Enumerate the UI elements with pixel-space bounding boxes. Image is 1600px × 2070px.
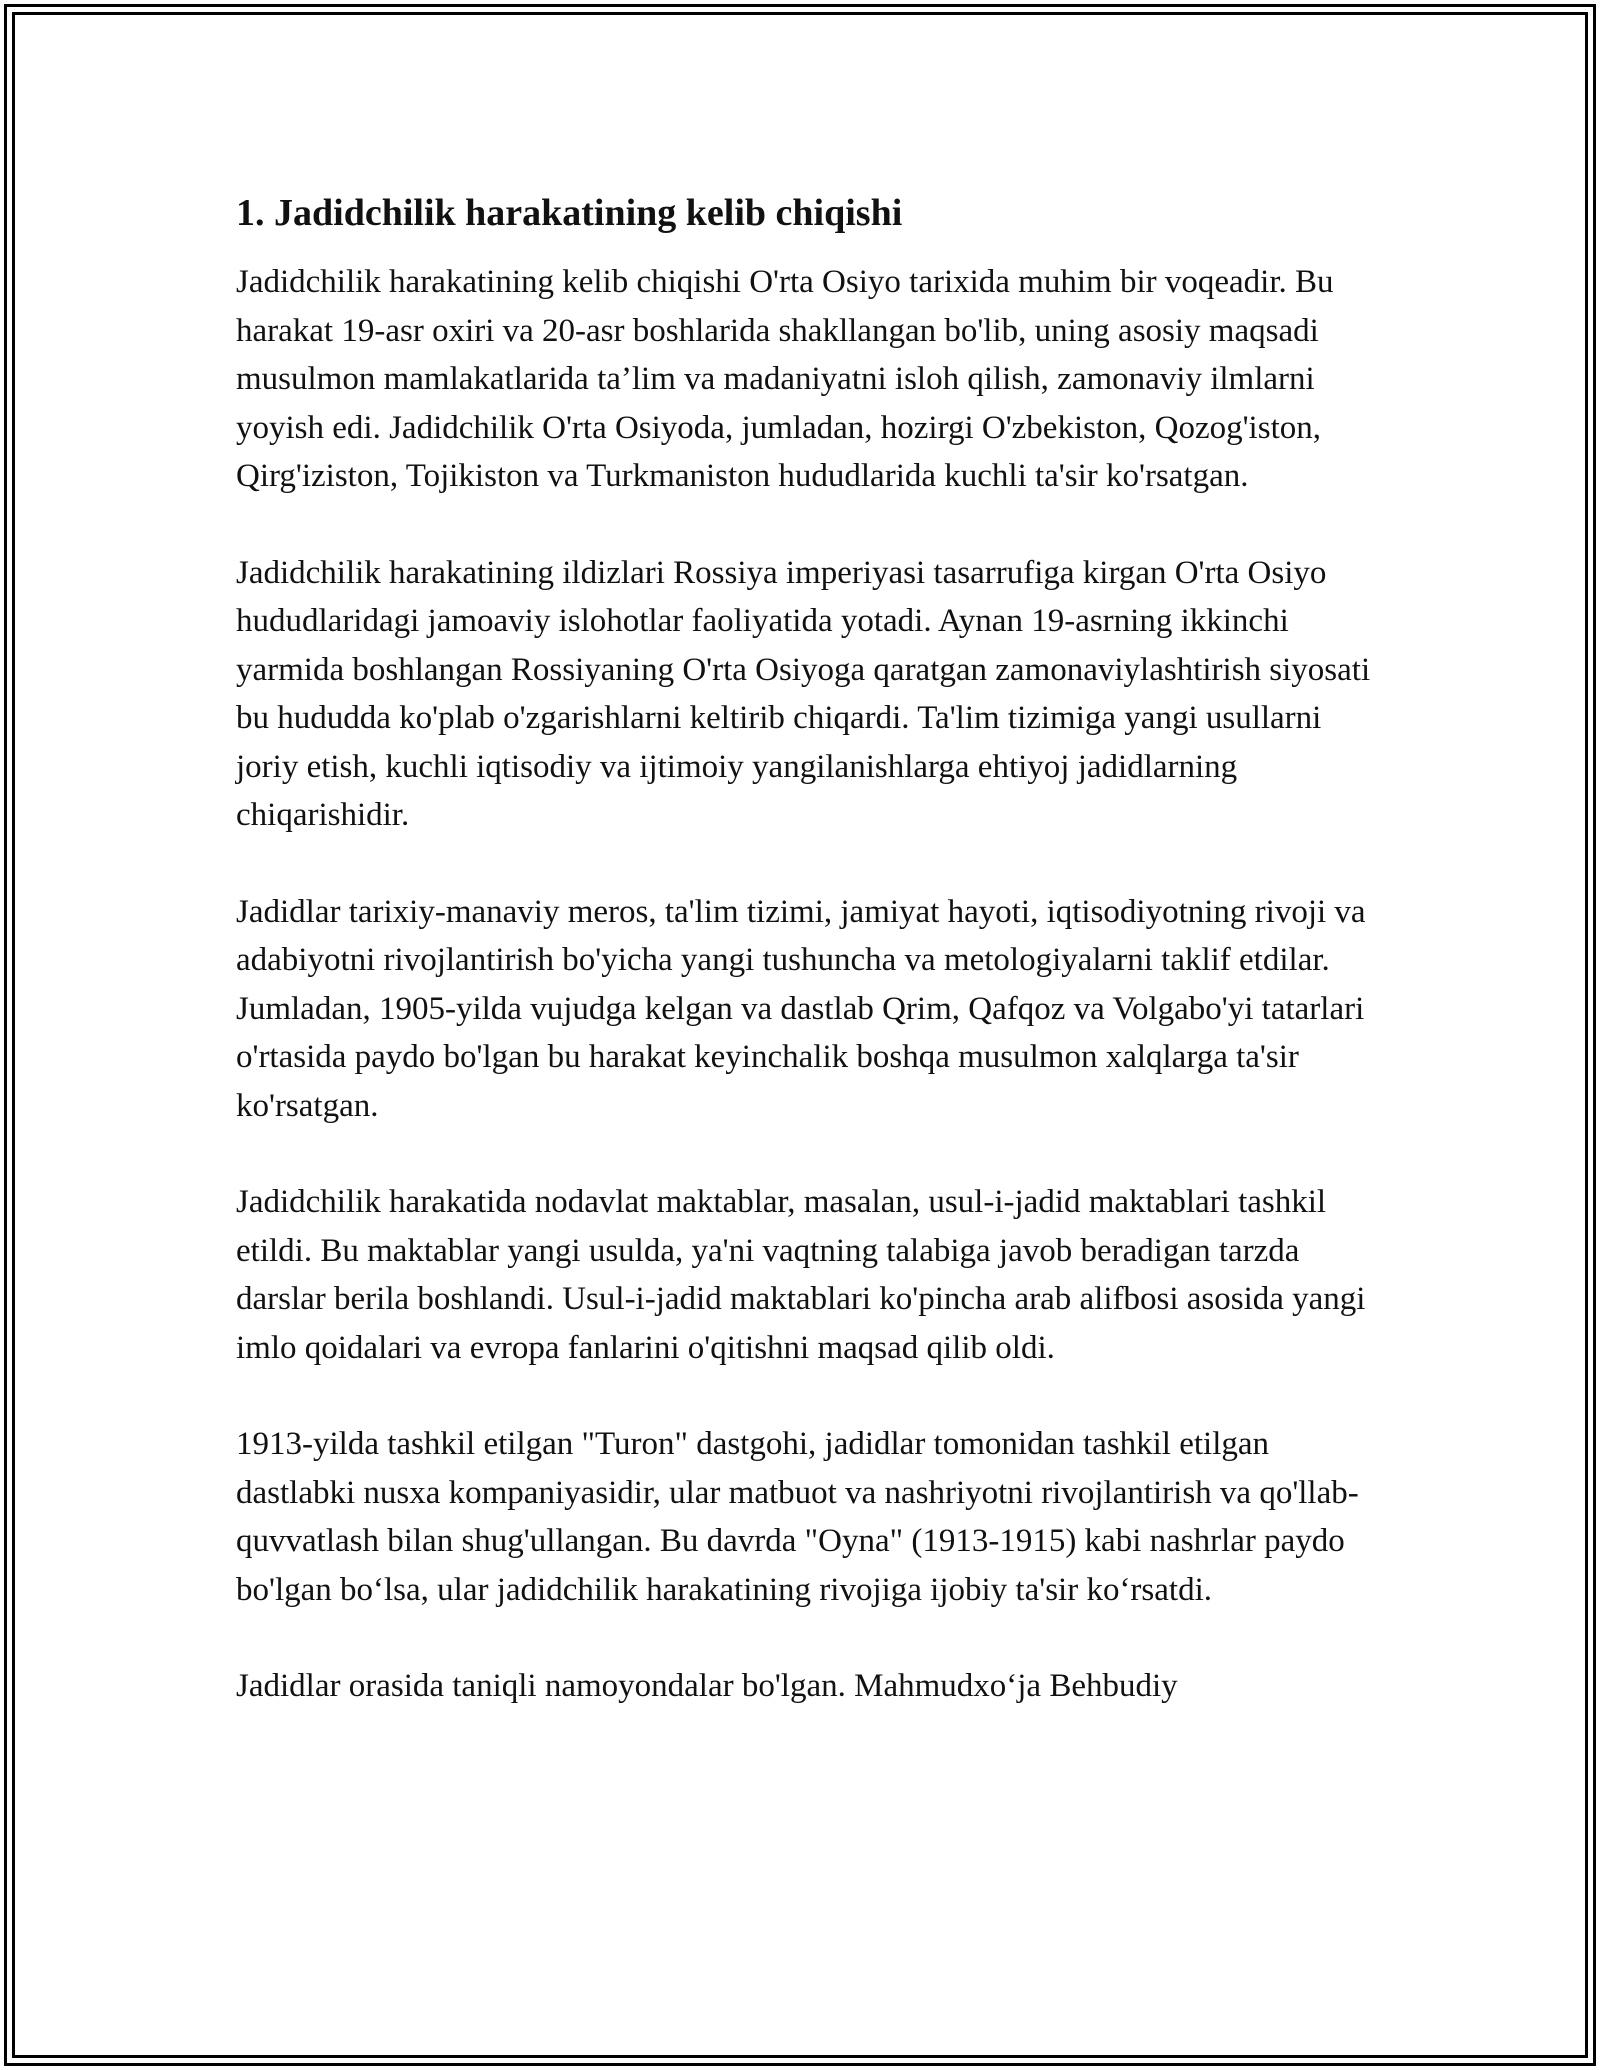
paragraph-roots: Jadidchilik harakatining ildizlari Rossiya imperiyasi tasarrufiga kirgan O'rta Osiyo hududlaridagi jamoaviy islohotlar faoliyatida yotadi. Aynan 19-asrning ikkinchi yarmida boshlangan Rossiyaning O'rta Osiyoga qaratgan zamonaviylashtirish siyosati bu hududda ko'plab o'zgarishlarni keltirib chiqardi. Ta'lim tizimiga yangi usullarni joriy etish, kuchli iqtisodiy va ijtimoiy yangilanishlarga ehtiyoj jadidlarning chiqarishidir.: [236, 554, 1371, 833]
paragraph-schools: Jadidchilik harakatida nodavlat maktablar, masalan, usul-i-jadid maktablari tashkil etildi. Bu maktablar yangi usulda, ya'ni vaqtning talabiga javob beradigan tarzda darslar berila boshlandi. Usul-i-jadid maktablari ko'pincha arab alifbosi asosida yangi imlo qoidalari va evropa fanlarini o'qitishni maqsad qilib oldi.: [236, 1184, 1366, 1366]
paragraph-figures: Jadidlar orasida taniqli namoyondalar bo'lgan. Mahmudxo‘ja Behbudiy: [236, 1668, 1178, 1704]
section-heading: 1. Jadidchilik harakatining kelib chiqishi: [236, 192, 903, 234]
paragraph-concepts: Jadidlar tarixiy-manaviy meros, ta'lim tizimi, jamiyat hayoti, iqtisodiyotning rivoji va adabiyotni rivojlantirish bo'yicha yangi tushuncha va metologiyalarni taklif etdilar. Jumladan, 1905-yilda vujudga kelgan va dastlab Qrim, Qafqoz va Volgabo'yi tatarlari o'rtasida paydo bo'lgan bu harakat keyinchalik boshqa musulmon xalqlarga ta'sir ko'rsatgan.: [236, 893, 1366, 1124]
paragraph-origin: Jadidchilik harakatining kelib chiqishi O'rta Osiyo tarixida muhim bir voqeadir. Bu harakat 19-asr oxiri va 20-asr boshlarida shakllangan bo'lib, uning asosiy maqsadi musulmon mamlakatlarida ta’lim va madaniyatni isloh qilish, zamonaviy ilmlarni yoyish edi. Jadidchilik O'rta Osiyoda, jumladan, hozirgi O'zbekiston, Qozog'iston, Qirg'iziston, Tojikiston va Turkmaniston hududlarida kuchli ta'sir ko'rsatgan.: [236, 264, 1334, 494]
paragraph-turon: 1913-yilda tashkil etilgan "Turon" dastgohi, jadidlar tomonidan tashkil etilgan dastlabki nusxa kompaniyasidir, ular matbuot va nashriyotni rivojlantirish va qo'llab-quvvatlash bilan shug'ullangan. Bu davrda "Oyna" (1913-1915) kabi nashrlar paydo bo'lgan bo‘lsa, ular jadidchilik harakatining rivojiga ijobiy ta'sir ko‘rsatdi.: [236, 1426, 1359, 1608]
document-body: [236, 188, 1376, 1759]
